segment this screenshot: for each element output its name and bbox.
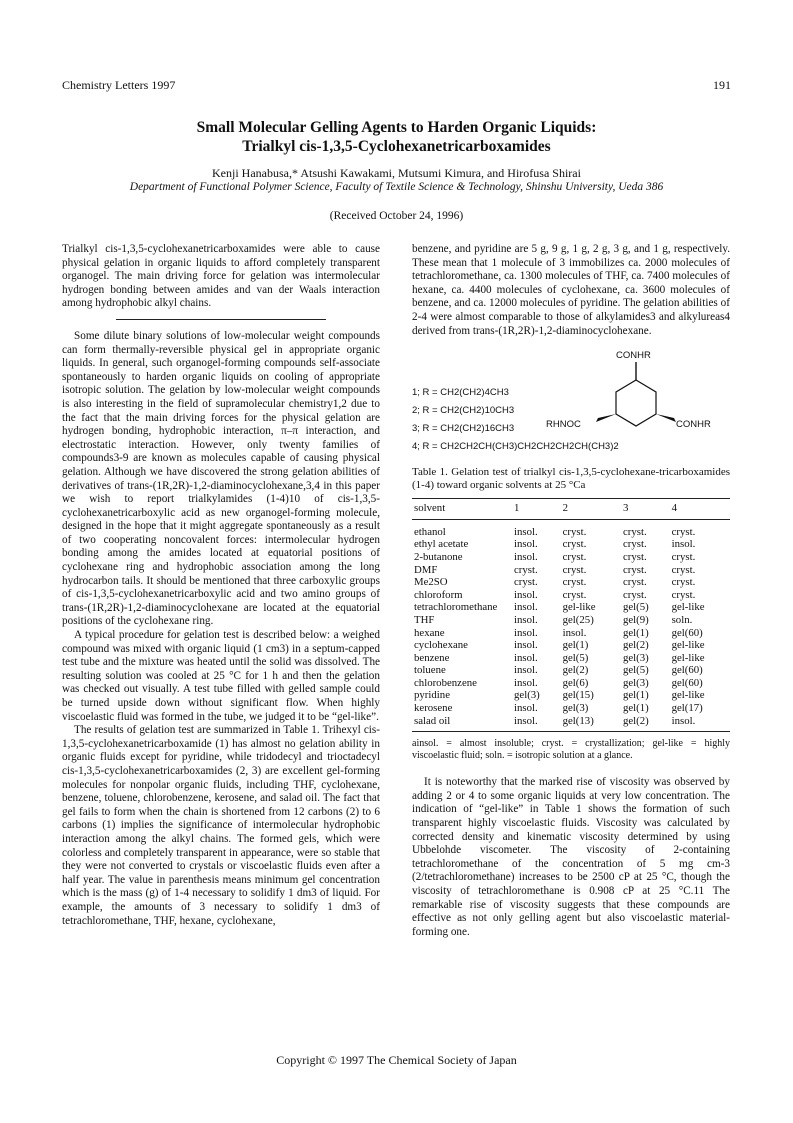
chemical-structure xyxy=(412,348,730,458)
result-cell: gel(25) xyxy=(562,613,594,626)
result-cell: gel(3) xyxy=(562,702,589,715)
result-cell: gel(1) xyxy=(622,689,649,702)
result-cell: gel-like xyxy=(671,601,705,614)
title-line-2: Trialkyl cis-1,3,5-Cyclohexanetricarboxamides xyxy=(242,138,551,155)
result-cell: insol. xyxy=(514,664,538,677)
article-title xyxy=(0,118,793,156)
result-cell: gel(60) xyxy=(671,626,703,639)
compound-1-definition: 1; R = CH2(CH2)4CH3 xyxy=(412,387,509,399)
result-cell: gel(5) xyxy=(622,664,649,677)
result-cell: cryst. xyxy=(622,563,647,576)
table-row xyxy=(412,614,730,627)
result-cell: cryst. xyxy=(622,525,647,538)
result-cell: cryst. xyxy=(622,538,647,551)
result-cell: gel(60) xyxy=(671,676,703,689)
result-cell: gel(15) xyxy=(562,689,594,702)
table-row xyxy=(412,664,730,677)
result-cell: cryst. xyxy=(622,588,647,601)
abstract-divider xyxy=(116,319,326,320)
table-body xyxy=(412,519,730,732)
result-cell: gel(9) xyxy=(622,613,649,626)
author-list: Kenji Hanabusa,* Atsushi Kawakami, Mutsumi Kimura, and Hirofusa Shirai xyxy=(212,166,581,180)
solvent-cell: tetrachloromethane xyxy=(414,601,498,614)
result-cell: cryst. xyxy=(671,525,696,538)
table-row xyxy=(412,589,730,602)
table-row xyxy=(412,538,730,551)
result-cell: insol. xyxy=(671,538,696,551)
result-cell: cryst. xyxy=(514,576,538,589)
body-paragraph: Some dilute binary solutions of low-molecular weight compounds can form thermally-reversible physical gel in appropriate organic liquids. In general, such organogel-forming compounds self-associate spontaneously to harden organic liquids on cooling of appropriate isotropic solution. The gelation by low-molecular weight compounds is also interesting in the field of supramolecular chemistry1,2 due to the fact that the main driving forces for the physical gelation are hydrogen bonding, hydrophobic interaction, π–π interaction, and electrostatic interaction. However, only twenty families of compounds3-9 are known as molecules capable of causing physical gelation. Although we have discovered the strong gelation abilities of derivatives of trans-(1R,2R)-1,2-diaminocyclohexane,3,4 in this paper we wish to report trialkylamides (1-4)10 of cis-1,3,5-cyclohexanetricarboxylic acid as new organogel-forming molecule, designed in the hope that it might aggregate spontaneously as a result of two cooperating noncovalent forces: intermolecular hydrogen bonding among the amides located at equatorial positions of cyclohexane ring and hydrophobic association among the long hydrocarbon tails. It should be mentioned that three carboxylic groups of cis-1,3,5-cyclohexanetricarboxylic acid and two amino groups of trans-(1R,2R)-1,2-diaminocyclohexane are located at the equatorial positions of the cyclohexane ring. xyxy=(62,329,380,628)
right-substituent: CONHR xyxy=(676,419,711,431)
page-number: 191 xyxy=(713,78,731,92)
solvent-cell: DMF xyxy=(414,563,438,576)
table-footnote: ainsol. = almost insoluble; cryst. = crystallization; gel-like = highly viscoelastic fluid; soln. = isotropic solution at a glance. xyxy=(412,738,730,762)
column-header: 4 xyxy=(670,499,730,520)
result-cell: insol. xyxy=(514,639,538,652)
solvent-cell: toluene xyxy=(414,664,446,677)
result-cell: insol. xyxy=(514,702,538,715)
result-cell: gel(3) xyxy=(622,676,649,689)
table-row xyxy=(412,551,730,564)
result-cell: cryst. xyxy=(562,538,587,551)
solvent-cell: 2-butanone xyxy=(414,550,463,563)
result-cell: cryst. xyxy=(671,576,696,589)
result-cell: insol. xyxy=(670,715,730,732)
table-row xyxy=(412,564,730,577)
result-cell: gel-like xyxy=(562,601,596,614)
result-cell: cryst. xyxy=(514,563,538,576)
result-cell: cryst. xyxy=(671,550,696,563)
table-row xyxy=(412,677,730,690)
body-paragraph: The results of gelation test are summarized in Table 1. Trihexyl cis-1,3,5-cyclohexanetricarboxamide (1) has almost no gelation ability in organic fluids except for pyridine, while tridodecyl and trioctadecyl cis-1,3,5-cyclohexanetricarboxamides (2, 3) are excellent gel-forming molecules for nonpolar organic fluids, including THF, cyclohexane, benzene, toluene, chlorobenzene, kerosene, and salad oil. The fact that gel fails to form when the chain is shortened from 12 carbons (2) to 6 carbons (1) implies the significance of intermolecular hydrophobic interaction among the alkyl chains. The formed gels, which were colorless and completely transparent in appearance, were so stable that they were not converted to crystals or viscoelastic fluids even after a half year. The value in parenthesis means minimum gel concentration which is the mass (g) of 1-4 necessary to solidify 1 dm3 of liquid. For example, the amounts of 3 necessary to solidify 1 dm3 of tetrachloromethane, THF, hexane, cyclohexane, xyxy=(62,724,380,927)
table-row xyxy=(412,576,730,589)
result-cell: insol. xyxy=(514,525,538,538)
compound-4-definition: 4; R = CH2CH2CH(CH3)CH2CH2CH2CH(CH3)2 xyxy=(412,441,619,453)
result-cell: insol. xyxy=(514,601,538,614)
affiliation: Department of Functional Polymer Science, Faculty of Textile Science & Technology, Shinshu University, Ueda 386 xyxy=(129,181,664,193)
result-cell: cryst. xyxy=(562,563,587,576)
body-paragraph: It is noteworthy that the marked rise of viscosity was observed by adding 2 or 4 to some organic liquids at very low concentration. The indication of “gel-like” in Table 1 shows the formation of such transparent highly viscoelastic fluids. Viscosity was calculated by corrected density and kinematic viscosity determined by using Ubbelohde viscometer. The viscosity of 2-containing tetrachloromethane of the concentration of 5 mg cm-3 (2/tetrachloromethane) increases to be 2500 cP at 25 °C, though the viscosity of tetrachloromethane is 0.908 cP at 25 °C.11 The remarkable rise of viscosity suggests that these compounds are effective as not only gelling agent but also viscoelastic material-forming one. xyxy=(412,776,730,938)
result-cell: cryst. xyxy=(622,550,647,563)
left-substituent: RHNOC xyxy=(546,419,581,431)
result-cell: gel(13) xyxy=(561,715,621,732)
result-cell: gel(2) xyxy=(621,715,670,732)
column-header: solvent xyxy=(412,499,512,520)
solvent-cell: chlorobenzene xyxy=(414,676,477,689)
column-header: 1 xyxy=(512,499,561,520)
result-cell: cryst. xyxy=(622,576,647,589)
result-cell: soln. xyxy=(671,613,693,626)
result-cell: gel-like xyxy=(671,689,705,702)
column-header: 3 xyxy=(621,499,670,520)
body-paragraph: benzene, and pyridine are 5 g, 9 g, 1 g, 2 g, 3 g, and 1 g, respectively. These mean that 1 molecule of 3 immobilizes ca. 2000 molecules of tetrachloromethane, ca. 1300 molecules of THF, ca. 7400 molecules of hexane, ca. 4400 molecules of cyclohexane, ca. 3600 molecules of benzene, and ca. 12000 molecules of pyridine. The gelation abilities of 2-4 were almost comparable to those of alkylamides3 and alkylureas4 derived from trans-(1R,2R)-1,2-diaminocyclohexane. xyxy=(412,243,730,337)
body-paragraph: A typical procedure for gelation test is described below: a weighed compound was mixed with organic liquid (1 cm3) in a septum-capped test tube and the mixture was heated until the solid was dissolved. The resulting solution was cooled at 25 °C for 1 h and then the gelation was checked out visually. A test tube filled with gelled sample could be turned upside down without significant flow. When highly viscoelastic fluid was formed in the tube, we judged it to be “gel-like”. xyxy=(62,629,380,723)
result-cell: insol. xyxy=(514,613,538,626)
copyright-notice: Copyright © 1997 The Chemical Society of Japan xyxy=(276,1053,517,1067)
result-cell: gel-like xyxy=(671,651,705,664)
result-cell: gel(60) xyxy=(671,664,703,677)
compound-2-definition: 2; R = CH2(CH2)10CH3 xyxy=(412,405,515,417)
result-cell: gel(17) xyxy=(671,702,703,715)
result-cell: gel(5) xyxy=(562,651,589,664)
result-cell: gel(1) xyxy=(622,626,649,639)
result-cell: cryst. xyxy=(562,576,587,589)
table-row xyxy=(412,689,730,702)
solvent-cell: benzene xyxy=(414,651,450,664)
top-substituent: CONHR xyxy=(616,350,651,362)
solvent-cell: cyclohexane xyxy=(414,639,468,652)
result-cell: gel(1) xyxy=(622,702,649,715)
left-column xyxy=(62,243,380,928)
result-cell: gel(5) xyxy=(622,601,649,614)
gelation-table xyxy=(412,498,730,732)
table-row xyxy=(412,519,730,538)
result-cell: insol. xyxy=(562,626,587,639)
result-cell: insol. xyxy=(514,538,538,551)
table-row xyxy=(412,702,730,715)
solvent-cell: ethanol xyxy=(414,525,446,538)
table-row xyxy=(412,601,730,614)
title-line-1: Small Molecular Gelling Agents to Harden Organic Liquids: xyxy=(196,119,597,136)
column-header: 2 xyxy=(561,499,621,520)
table-row xyxy=(412,652,730,665)
abstract: Trialkyl cis-1,3,5-cyclohexanetricarboxamides were able to cause physical gelation in organic liquids to afford completely transparent organogel. The main driving force for gelation was intermolecular hydrogen bonding between amides and van der Waals interaction among hydrophobic alkyl chains. xyxy=(62,243,380,310)
result-cell: gel(3) xyxy=(622,651,649,664)
result-cell: gel(3) xyxy=(514,689,540,702)
result-cell: cryst. xyxy=(562,588,587,601)
result-cell: insol. xyxy=(514,651,538,664)
solvent-cell: kerosene xyxy=(414,702,453,715)
table-header-row xyxy=(412,499,730,520)
solvent-cell: salad oil xyxy=(412,715,512,732)
result-cell: gel(2) xyxy=(622,639,649,652)
table-row xyxy=(412,639,730,652)
result-cell: cryst. xyxy=(671,563,696,576)
table-caption: Table 1. Gelation test of trialkyl cis-1,3,5-cyclohexane-tricarboxamides (1-4) toward organic solvents at 25 °Ca xyxy=(412,466,730,492)
compound-3-definition: 3; R = CH2(CH2)16CH3 xyxy=(412,423,515,435)
result-cell: cryst. xyxy=(562,525,587,538)
result-cell: gel(1) xyxy=(562,639,589,652)
result-cell: insol. xyxy=(514,550,538,563)
solvent-cell: chloroform xyxy=(414,588,463,601)
table-row xyxy=(412,627,730,640)
right-column xyxy=(412,243,730,939)
result-cell: insol. xyxy=(514,588,538,601)
result-cell: insol. xyxy=(512,715,561,732)
solvent-cell: pyridine xyxy=(414,689,450,702)
result-cell: gel(2) xyxy=(562,664,589,677)
result-cell: cryst. xyxy=(562,550,587,563)
result-cell: insol. xyxy=(514,626,538,639)
received-date: (Received October 24, 1996) xyxy=(329,210,464,222)
running-head: Chemistry Letters 1997 xyxy=(62,78,176,92)
result-cell: cryst. xyxy=(671,588,696,601)
solvent-cell: ethyl acetate xyxy=(414,538,469,551)
solvent-cell: THF xyxy=(414,613,435,626)
solvent-cell: Me2SO xyxy=(414,576,448,589)
result-cell: gel-like xyxy=(671,639,705,652)
result-cell: insol. xyxy=(514,676,538,689)
table-row xyxy=(412,715,730,732)
result-cell: gel(6) xyxy=(562,676,589,689)
solvent-cell: hexane xyxy=(414,626,445,639)
